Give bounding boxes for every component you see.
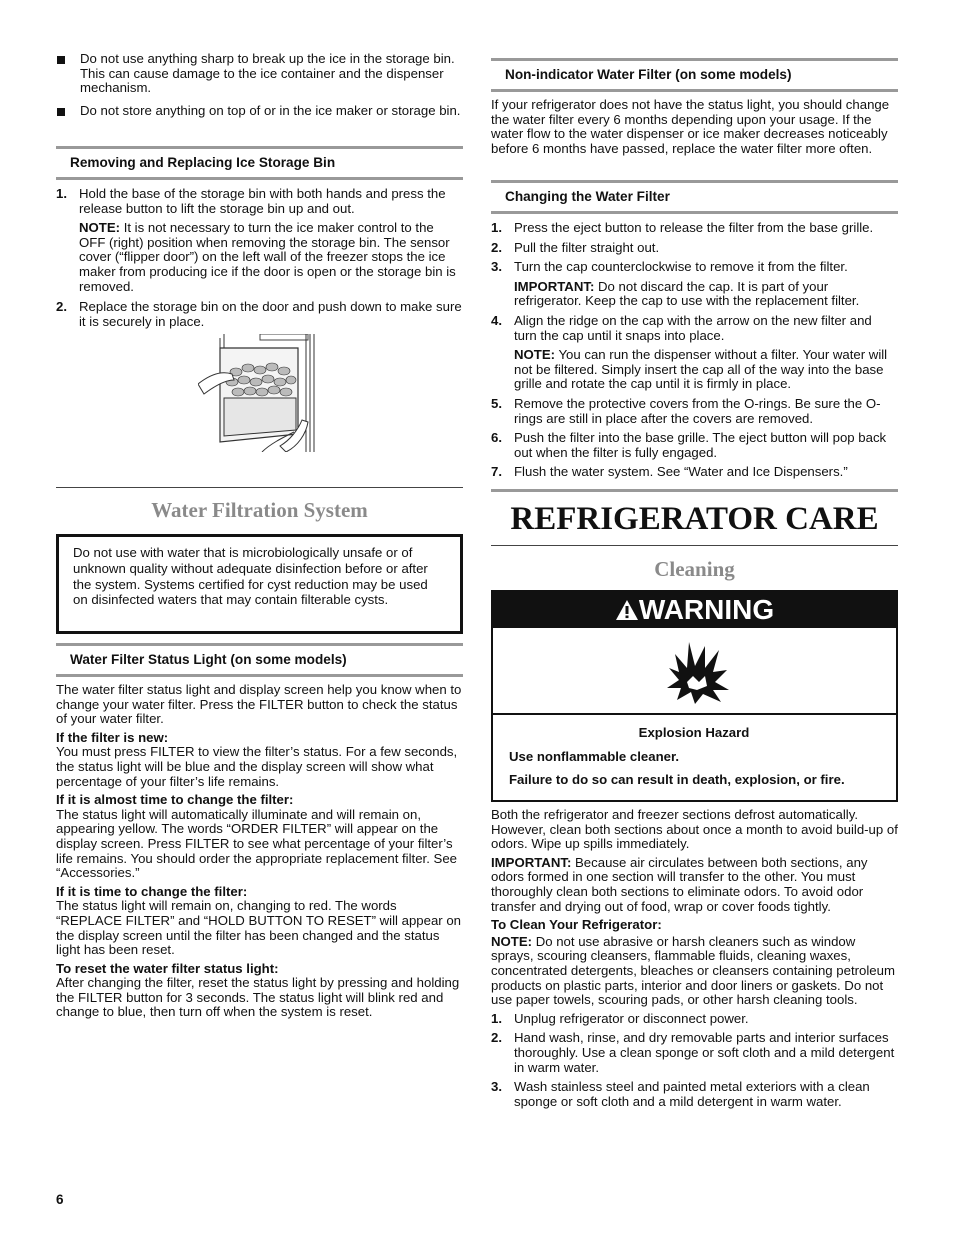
- status-light-heading: Water Filter Status Light (on some models): [56, 643, 463, 677]
- bullet-square-icon: [57, 56, 65, 64]
- changing-filter-heading: Changing the Water Filter: [491, 180, 898, 214]
- section-divider: [491, 545, 898, 546]
- list-item: 1. Press the eject button to release the filter from the base grille.: [491, 220, 874, 235]
- list-item: Do not use anything sharp to break up the ice in the storage bin. This can cause damage to the ice container and the dispenser mechanism.: [56, 52, 463, 96]
- list-item: 2. Pull the filter straight out.: [491, 239, 660, 255]
- removing-bin-steps: [56, 187, 463, 334]
- list-item: 1. Unplug refrigerator or disconnect power.: [491, 1010, 749, 1026]
- hazard-consequence: Failure to do so can result in death, explosion, or fire.: [509, 772, 845, 788]
- list-item: 3. Turn the cap counterclockwise to remove it from the filter. IMPORTANT: Do not discard the cap. It is part of your refrigerator. Keep the cap to use with the replacement filter.: [491, 259, 860, 309]
- list-item: 5. Remove the protective covers from the O-rings. Be sure the O-rings are still in place after the covers are removed.: [491, 395, 881, 426]
- list-item: 4. Align the ridge on the cap with the arrow on the new filter and turn the cap until it snaps into place. NOTE: You can run the dispenser without a filter. Your water will not be filtered. Simply insert the cap all of the way into the base grille and rotate the cap until it is firmly in place.: [491, 312, 888, 392]
- refrigerator-care-title: REFRIGERATOR CARE: [510, 501, 879, 537]
- ice-bin-warnings: [56, 52, 463, 126]
- warning-label: WARNING: [638, 594, 775, 625]
- water-filtration-title: Water Filtration System: [151, 498, 368, 522]
- bullet-square-icon: [57, 108, 65, 116]
- section-divider: [56, 487, 463, 488]
- list-item: 2. Hand wash, rinse, and dry removable parts and interior surfaces thoroughly. Use a clean sponge or soft cloth and a mild detergent in warm water.: [491, 1030, 895, 1075]
- cleaning-body: Both the refrigerator and freezer sections defrost automatically. However, clean both sections about once a month to avoid build-up of odors. Wipe up spills immediately. IMPORTANT: Because air circulates between both sections, any odors formed in one section will transfer to the other. You must thoroughly clean both sections to eliminate odors. To avoid odor transfer and drying out of food, wrap or cover foods tightly. To Clean Your Refrigerator: NOTE: Do not use abrasive or harsh cleaners such as window sprays, scouring cleansers, flammable fluids, cleaning waxes, concentrated detergents, bleaches or cleansers containing petroleum products on plastic parts, interior and door liners or gaskets. Do not use paper towels, scouring pads, or other harsh cleaning tools. 1. Unplug refrigerator or disconnect power. 2. Hand wash, rinse, and dry removable parts and interior surfaces thoroughly. Use a clean sponge or soft cloth and a mild detergent in warm water. 3. Wash stainless steel and painted metal exteriors with a clean sponge or soft cloth and a mild detergent in warm water.: [491, 807, 898, 1109]
- section-divider: [491, 489, 898, 492]
- explosion-icon: [665, 638, 731, 704]
- removing-bin-heading: Removing and Replacing Ice Storage Bin: [56, 146, 463, 180]
- hazard-instruction: Use nonflammable cleaner.: [509, 748, 680, 764]
- hazard-title: Explosion Hazard: [638, 725, 750, 740]
- list-item: 3. Wash stainless steel and painted metal exteriors with a clean sponge or soft cloth and a mild detergent in warm water.: [491, 1079, 870, 1109]
- list-item: 1. Hold the base of the storage bin with both hands and press the release button to lift the storage bin up and out. NOTE: It is not necessary to turn the ice maker control to the OFF (right) position when removing the storage bin. The sensor cover (“flipper door”) on the left wall of the freezer stops the ice maker from producing ice if the door is open or the storage bin is removed.: [56, 186, 456, 294]
- list-item: 2. Replace the storage bin on the door and push down to make sure it is securely in place.: [56, 299, 462, 329]
- explosion-warning-box: [491, 590, 898, 802]
- non-indicator-heading: Non-indicator Water Filter (on some models): [491, 58, 898, 92]
- list-item: 7. Flush the water system. See “Water and Ice Dispensers.”: [491, 464, 848, 480]
- page-number: 6: [56, 1192, 64, 1207]
- non-indicator-text: If your refrigerator does not have the status light, you should change the water filter every 6 months depending upon your usage. If the water flow to the water dispenser or ice maker decreases noticeably before 6 months have passed, replace the water filter more often.: [491, 97, 890, 156]
- changing-filter-steps: [491, 221, 898, 485]
- warning-triangle-icon: [615, 599, 639, 621]
- warning-header: [493, 592, 896, 628]
- cleaning-steps: [491, 1012, 898, 1110]
- ice-bin-removal-illustration: [198, 334, 318, 452]
- filtration-notice-box: Do not use with water that is microbiologically unsafe or of unknown quality without adequate disinfection before or after the system. Systems certified for cyst reduction may be used on disinfected waters that may contain filterable cysts.: [56, 534, 463, 634]
- cleaning-title: Cleaning: [654, 557, 735, 581]
- list-item: Do not store anything on top of or in the ice maker or storage bin.: [56, 104, 463, 119]
- list-item: 6. Push the filter into the base grille. The eject button will pop back out when the filter is fully engaged.: [491, 430, 887, 460]
- status-light-body: The water filter status light and display screen help you know when to change your water filter. Press the FILTER button to check the status of your water filter. If the filter is new: You must press FILTER to view the filter’s status. For a few seconds, the status light will be blue and the display screen will show what percentage of your filter’s life remains. If it is almost time to change the filter: The status light will automatically illuminate and will remain on, appearing yellow. The words “ORDER FILTER” will appear on the display screen. Press FILTER to see what percentage of your filter’s life remains. You should order the appropriate replacement filter. See “Accessories.” If it is time to change the filter: The status light will remain on, changing to red. The words “REPLACE FILTER” and “HOLD BUTTON TO RESET” will appear on the display screen until the filter has been changed and the status light has been reset. To reset the water filter status light: After changing the filter, reset the status light by pressing and holding the FILTER button for 3 seconds. The status light will blink red and change to blue, then turn off when the system is reset.: [56, 682, 462, 1020]
